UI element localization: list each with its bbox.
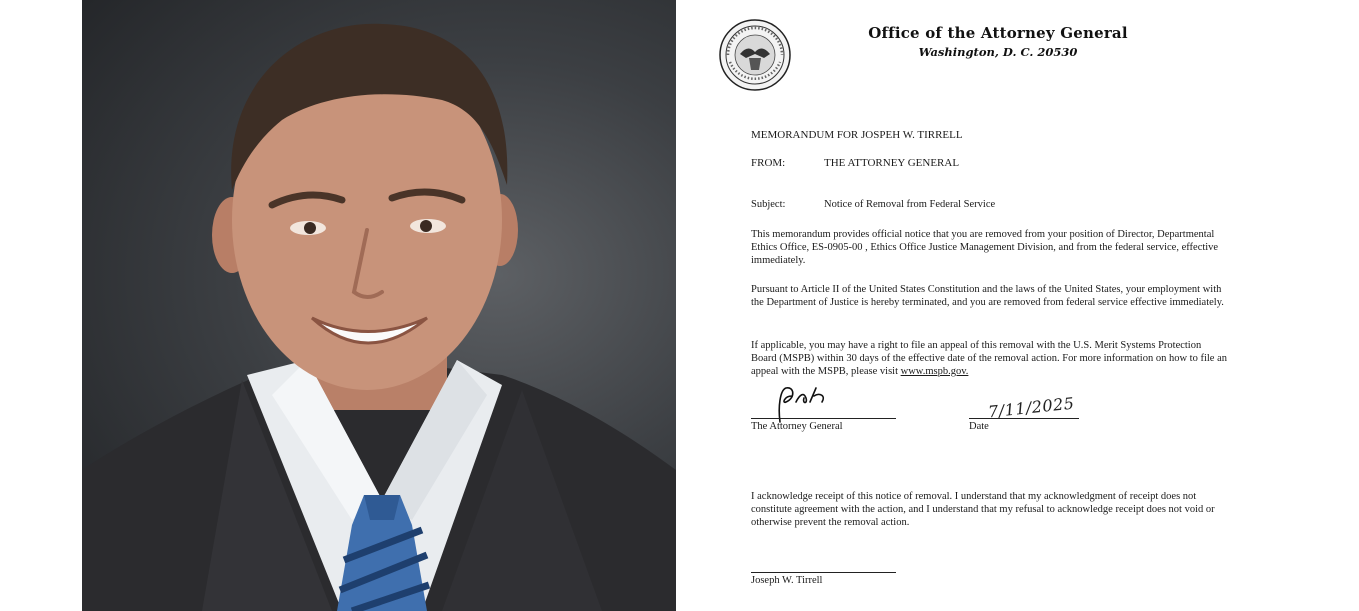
recipient-signature-line — [751, 572, 896, 573]
memo-paragraph-notice: This memorandum provides official notice that you are removed from your position of Director, Departmental Ethics Office, ES-0905-00 , Ethics Office Justice Management Division, and from the federal service, effective immediately. — [751, 229, 1219, 266]
memo-paragraph-acknowledgment: I acknowledge receipt of this notice of removal. I understand that my acknowledgment of receipt does not constitute agreement with the action, and I understand that my refusal to acknowledge receipt does not void or otherwise prevent the removal action. — [751, 491, 1215, 528]
recipient-label: Joseph W. Tirrell — [751, 575, 823, 586]
signature-label: The Attorney General — [751, 421, 843, 432]
subject-value: Notice of Removal from Federal Service — [824, 199, 996, 210]
letterhead-title: Office of the Attorney General — [868, 24, 1128, 42]
letterhead-address: Washington, D. C. 20530 — [918, 45, 1078, 59]
portrait-photo — [82, 0, 676, 611]
memorandum-for-line: MEMORANDUM FOR JOSPEH W. TIRRELL — [751, 129, 963, 141]
letterhead — [838, 24, 1158, 59]
subject-label: Subject: — [751, 199, 786, 210]
memo-paragraph-appeal — [751, 339, 1229, 378]
handwritten-date: 7/11/2025 — [987, 393, 1076, 422]
appeal-text: If applicable, you may have a right to file an appeal of this removal with the U.S. Merit Systems Protection Board (MSPB) within 30 days of the effective date of the removal action. For more information on how to file an appeal with the MSPB, please visit — [751, 340, 1227, 377]
removal-memo-document — [688, 0, 1268, 611]
memo-paragraph-termination: Pursuant to Article II of the United States Constitution and the laws of the United States, your employment with the Department of Justice is hereby terminated, and you are removed from federal service effective immediately. — [751, 284, 1224, 308]
department-of-justice-seal-icon — [718, 18, 792, 92]
date-line — [969, 418, 1079, 419]
portrait-illustration — [82, 0, 676, 611]
signature-line — [751, 418, 896, 419]
mspb-link[interactable]: www.mspb.gov. — [900, 366, 969, 377]
date-label: Date — [969, 421, 989, 432]
from-value: THE ATTORNEY GENERAL — [824, 157, 960, 169]
from-label: FROM: — [751, 157, 786, 169]
